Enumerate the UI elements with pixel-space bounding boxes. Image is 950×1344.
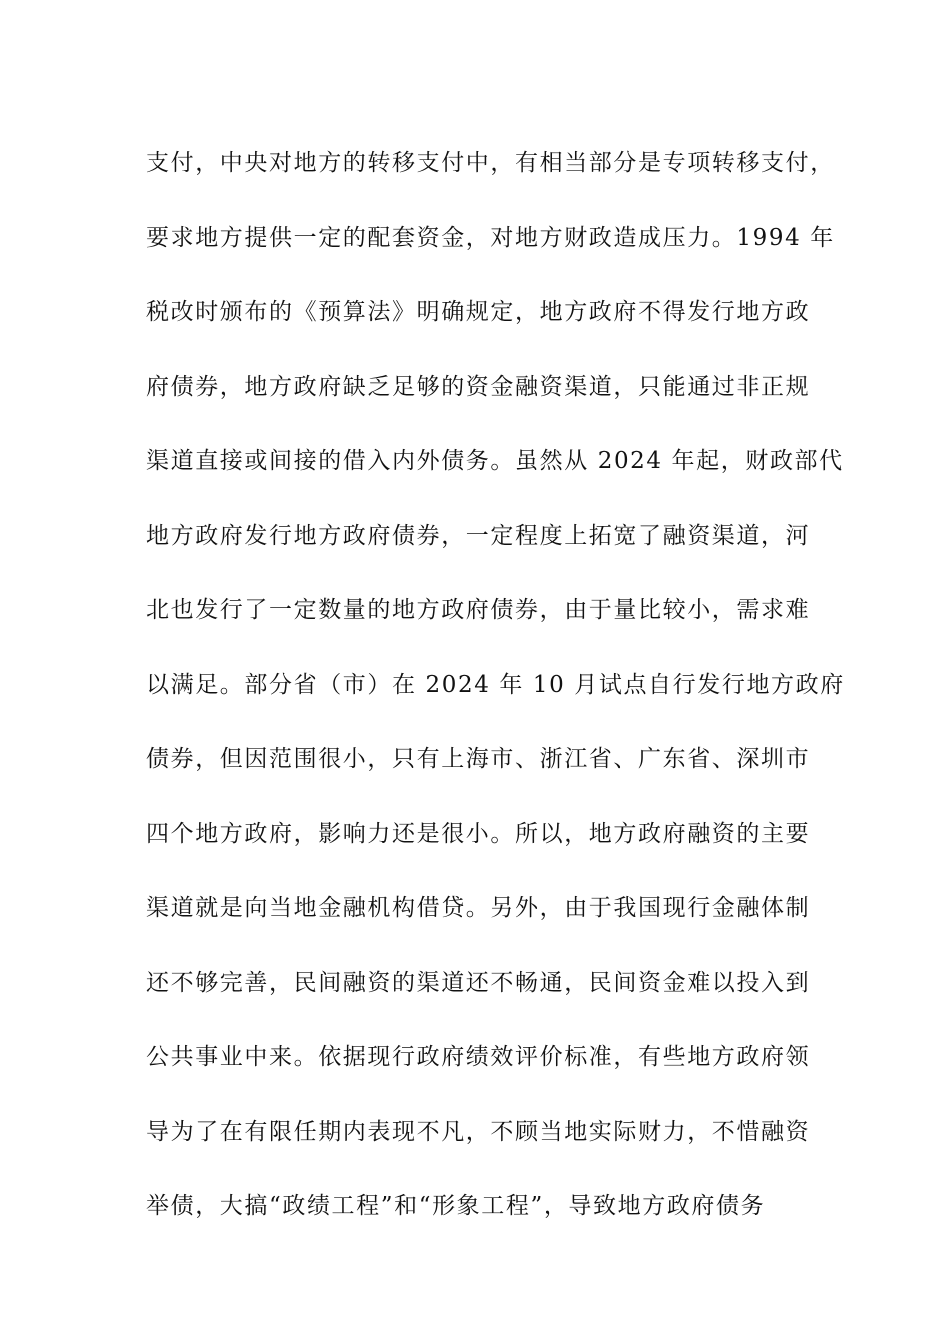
text-line: 要求地方提供一定的配套资金，对地方财政造成压力。1994 年	[146, 224, 835, 251]
text-line: 渠道直接或间接的借入内外债务。虽然从 2024 年起，财政部代	[146, 448, 844, 474]
text-line: 北也发行了一定数量的地方政府债券，由于量比较小，需求难	[146, 597, 811, 623]
text-line: 债券，但因范围很小，只有上海市、浙江省、广东省、深圳市	[146, 746, 811, 772]
text-line: 府债券，地方政府缺乏足够的资金融资渠道，只能通过非正规	[146, 373, 811, 400]
body-text	[146, 126, 845, 1244]
text-line: 还不够完善，民间融资的渠道还不畅通，民间资金难以投入到	[146, 969, 811, 996]
text-line: 公共事业中来。依据现行政府绩效评价标准，有些地方政府领	[146, 1044, 811, 1070]
text-line: 举债，大搞“政绩工程”和“形象工程”，导致地方政府债务	[146, 1193, 766, 1219]
text-line: 地方政府发行地方政府债券，一定程度上拓宽了融资渠道，河	[146, 522, 811, 549]
text-line: 税改时颁布的《预算法》明确规定，地方政府不得发行地方政	[146, 299, 811, 325]
text-line: 渠道就是向当地金融机构借贷。另外，由于我国现行金融体制	[146, 895, 811, 921]
text-line: 四个地方政府，影响力还是很小。所以，地方政府融资的主要	[146, 820, 811, 847]
text-line: 导为了在有限任期内表现不凡，不顾当地实际财力，不惜融资	[146, 1118, 811, 1145]
text-line: 以满足。部分省（市）在 2024 年 10 月试点自行发行地方政府	[146, 671, 845, 698]
text-line: 支付，中央对地方的转移支付中，有相当部分是专项转移支付，	[146, 150, 835, 176]
